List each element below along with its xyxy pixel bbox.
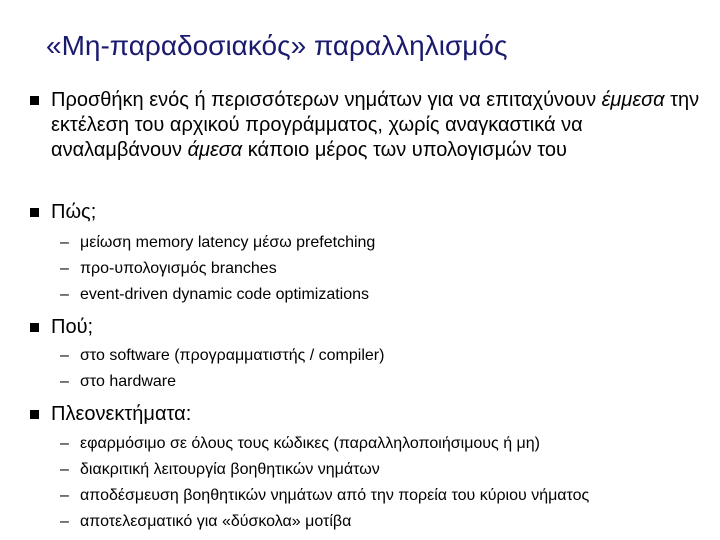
dash-icon: – <box>60 260 69 277</box>
bullet-where <box>30 315 710 340</box>
sub-bullet-text: μείωση memory latency μέσω prefetching <box>80 234 376 251</box>
bullet-text: Προσθήκη ενός ή περισσότερων νημάτων για να επιταχύνουν έμμεσα την εκτέλεση του αρχικού προγράμματος, χωρίς αναγκαστικά να αναλαμβάνουν άμεσα κάποιο μέρος των υπολογισμών του <box>51 89 700 161</box>
sub-bullet-text: στο software (προγραμματιστής / compiler) <box>80 347 385 364</box>
bullet-square-icon <box>30 208 39 217</box>
dash-icon: – <box>60 461 69 478</box>
sub-bullet-text: προ-υπολογισμός branches <box>80 260 277 277</box>
bullet-text: Πλεονεκτήματα: <box>51 403 192 425</box>
bullet-text: Πού; <box>51 316 94 338</box>
sub-bullet-text: εφαρμόσιμο σε όλους τους κώδικες (παραλληλοποιήσιμους ή μη) <box>80 435 540 452</box>
dash-icon: – <box>60 373 69 390</box>
sub-bullet <box>60 434 710 454</box>
sub-bullet <box>60 460 710 480</box>
sub-bullet-text: αποτελεσματικό για «δύσκολα» μοτίβα <box>80 513 352 530</box>
bullet-intro <box>30 88 710 163</box>
bullet-advantages <box>30 402 710 427</box>
bullet-how <box>30 200 710 225</box>
sub-bullet <box>60 512 710 532</box>
bullet-square-icon <box>30 410 39 419</box>
dash-icon: – <box>60 513 69 530</box>
slide-title: «Μη-παραδοσιακός» παραλληλισμός <box>46 30 508 61</box>
sub-bullet <box>60 372 710 392</box>
sub-bullet <box>60 233 710 253</box>
bullet-square-icon <box>30 96 39 105</box>
sub-bullet <box>60 285 710 305</box>
sub-bullet-text: event-driven dynamic code optimizations <box>80 286 370 303</box>
dash-icon: – <box>60 347 69 364</box>
sub-bullet <box>60 259 710 279</box>
sub-bullet-text: διακριτική λειτουργία βοηθητικών νημάτων <box>80 461 380 478</box>
sub-bullet <box>60 346 710 366</box>
sub-bullet-text: στο hardware <box>80 373 177 390</box>
sub-bullet-text: αποδέσμευση βοηθητικών νημάτων από την πορεία του κύριου νήματος <box>80 487 590 504</box>
dash-icon: – <box>60 234 69 251</box>
dash-icon: – <box>60 487 69 504</box>
bullet-square-icon <box>30 323 39 332</box>
dash-icon: – <box>60 286 69 303</box>
bullet-text: Πώς; <box>51 201 97 223</box>
sub-bullet <box>60 486 710 506</box>
dash-icon: – <box>60 435 69 452</box>
